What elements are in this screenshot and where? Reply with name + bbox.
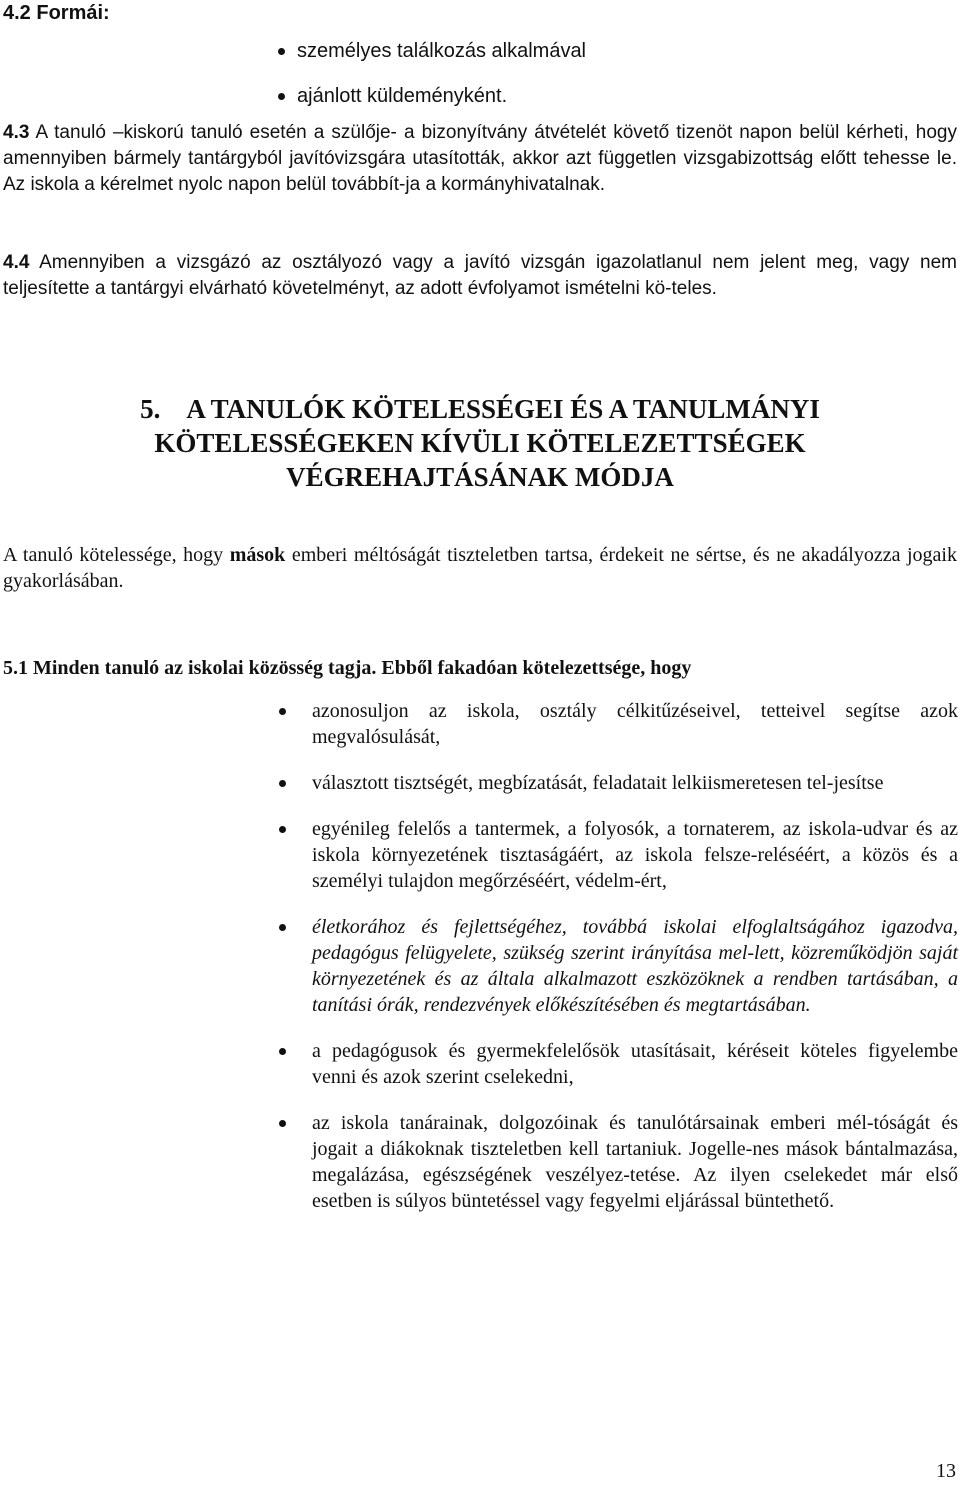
list-item (272, 83, 922, 109)
list-item (272, 1110, 958, 1214)
chapter-title-line-2: KÖTELESSÉGEKEN KÍVÜLI KÖTELEZETTSÉGEK (154, 428, 806, 458)
section-number: 4.4 (3, 252, 30, 273)
bullet-icon (279, 708, 286, 715)
bullet-icon (279, 924, 286, 931)
page-number: 13 (936, 1460, 956, 1482)
list-item-text: ajánlott küldeményként. (297, 85, 508, 107)
chapter-number: 5. (140, 394, 161, 424)
chapter-title-line-3: VÉGREHAJTÁSÁNAK MÓDJA (286, 462, 674, 492)
list-item (272, 816, 958, 894)
intro-text-end: emberi méltóságát tiszteletben tartsa, érdekeit ne sértse, és ne akadályozza jogaik gyakorlásában. (3, 544, 957, 592)
bullet-icon (279, 1120, 286, 1127)
bullet-icon (278, 93, 285, 100)
list-item-text: életkorához és fejlettségéhez, továbbá iskolai elfoglaltságához igazodva, pedagógus felügyelete, szükség szerint irányítása mel-lett, közreműködjön saját környezetének és az általa alkalmazott eszközöknek a rendben tartásában, a tanítási órák, rendezvények előkészítésében és megtartásában. (312, 916, 958, 1016)
bullet-icon (279, 1048, 286, 1055)
section-4-2-heading: 4.2 Formái: (3, 2, 110, 24)
list-item (272, 698, 958, 750)
intro-emphasis: mások (229, 544, 286, 566)
chapter-5-intro (3, 542, 957, 594)
section-5-1-list (272, 698, 958, 1214)
bullet-icon (279, 780, 286, 787)
bullet-icon (278, 48, 285, 55)
list-item (272, 38, 922, 64)
list-item (272, 770, 958, 796)
section-number: 4.3 (3, 122, 30, 143)
section-5-1-heading: 5.1 Minden tanuló az iskolai közösség tagja. Ebből fakadóan kötelezettsége, hogy (3, 657, 692, 679)
bullet-icon (279, 826, 286, 833)
section-4-2-list (272, 38, 922, 128)
paragraph-text: Amennyiben a vizsgázó az osztályozó vagy a javító vizsgán igazolatlanul nem jelent meg, vagy nem teljesítette a tantárgyi elvárható követelményt, az adott évfolyamot ismételni kö-teles. (3, 252, 957, 299)
list-item (272, 1038, 958, 1090)
list-item-text: az iskola tanárainak, dolgozóinak és tanulótársainak emberi mél-tóságát és jogait a diákoknak tiszteletben kell tartaniuk. Jogelle-nes mások bántalmazása, megalázása, egészségének veszélyez-tetése. Az ilyen cselekedet már első esetben is súlyos büntetéssel vagy fegyelmi eljárással büntethető. (312, 1112, 958, 1212)
list-item-text: azonosuljon az iskola, osztály célkitűzéseivel, tetteivel segítse azok megvalósulását, (312, 700, 958, 748)
intro-text-start: A tanuló kötelessége, hogy (3, 544, 230, 566)
chapter-title-line-1: A TANULÓK KÖTELESSÉGEI ÉS A TANULMÁNYI (186, 394, 820, 424)
chapter-5-title (100, 392, 860, 494)
list-item-text: a pedagógusok és gyermekfelelősök utasításait, kéréseit köteles figyelembe venni és azok szerint cselekedni, (312, 1040, 958, 1088)
section-4-4-paragraph (3, 250, 957, 302)
list-item (272, 914, 958, 1018)
list-item-text: egyénileg felelős a tantermek, a folyosók, a tornaterem, az iskola-udvar és az iskola környezetének tisztaságáért, az iskola felsze-reléséért, a közös és a személyi tulajdon megőrzéséért, védelm-ért, (312, 818, 958, 892)
section-4-3-paragraph (3, 120, 957, 198)
list-item-text: választott tisztségét, megbízatását, feladatait lelkiismeretesen tel-jesítse (312, 772, 884, 794)
list-item-text: személyes találkozás alkalmával (297, 40, 587, 62)
paragraph-text: A tanuló –kiskorú tanuló esetén a szülője- a bizonyítvány átvételét követő tizenöt napon belül kérheti, hogy amennyiben bármely tantárgyból javítóvizsgára utasították, akkor azt független vizsgabizottság előtt tehesse le. Az iskola a kérelmet nyolc napon belül továbbít-ja a kormányhivatalnak. (3, 122, 958, 195)
